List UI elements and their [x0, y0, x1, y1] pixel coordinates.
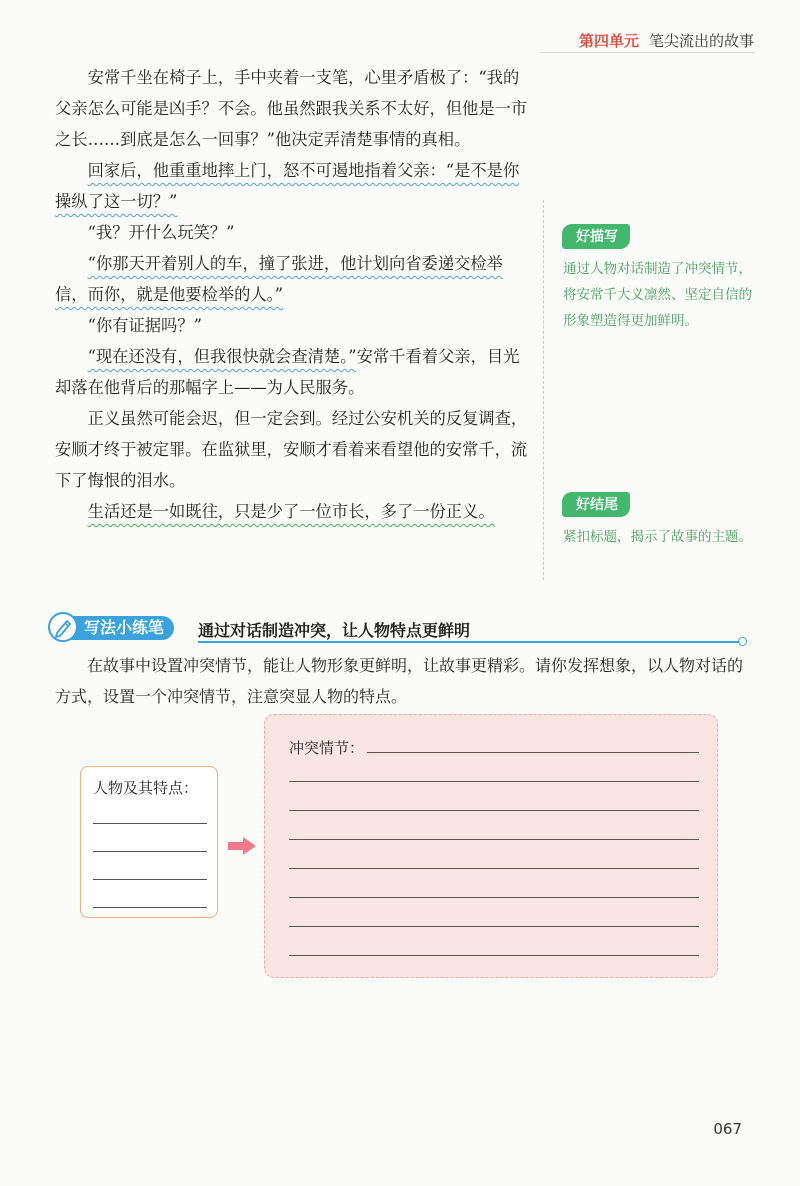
- note-good-description: 通过人物对话制造了冲突情节，将安常千大义凛然、坚定自信的形象塑造得更加鲜明。: [563, 261, 752, 329]
- page-number: 067: [713, 1120, 742, 1138]
- note-tag-good-ending: 好结尾: [562, 492, 630, 517]
- story-paragraph: [55, 248, 531, 310]
- conflict-plot-box: [264, 714, 718, 978]
- page-header: [579, 30, 754, 51]
- story-paragraph: [55, 496, 531, 527]
- story-paragraph: “我？开什么玩笑？”: [87, 223, 235, 242]
- highlighted-dialogue: 回家后，他重重地摔上门，怒不可遏地指着父亲：“是不是你操纵了这一切？”: [55, 161, 520, 211]
- writing-line[interactable]: [289, 868, 699, 869]
- character-traits-label: 人物及其特点：: [93, 779, 199, 797]
- writing-practice-instructions: 在故事中设置冲突情节，能让人物形象更鲜明，让故事更精彩。请你发挥想象，以人物对话的方式，设置一个冲突情节，注意突显人物的特点。: [55, 656, 744, 706]
- writing-practice-rule: [198, 641, 740, 643]
- writing-practice-badge: 写法小练笔: [54, 616, 174, 640]
- story-paragraph: [55, 341, 531, 403]
- writing-line[interactable]: [289, 781, 699, 782]
- writing-line[interactable]: [93, 907, 207, 908]
- header-divider: [540, 52, 754, 53]
- writing-line[interactable]: [289, 926, 699, 927]
- writing-line[interactable]: [289, 955, 699, 956]
- note-tag-good-description: 好描写: [562, 224, 630, 249]
- writing-practice-header: [48, 614, 748, 644]
- pen-icon: [48, 612, 78, 642]
- writing-line[interactable]: [93, 823, 207, 824]
- story-sentence: 安常千看着父亲，目光却落在他背后的那幅字上——为人民服务。: [55, 347, 520, 397]
- note-good-ending: 紧扣标题，揭示了故事的主题。: [563, 529, 752, 545]
- story-text: [55, 62, 531, 527]
- arrow-right-icon: [228, 836, 258, 856]
- writing-line[interactable]: [367, 752, 699, 753]
- character-traits-box: [80, 766, 218, 918]
- highlighted-ending: 生活还是一如既往，只是少了一位市长，多了一份正义。: [87, 502, 495, 521]
- unit-title: 笔尖流出的故事: [648, 32, 754, 50]
- writing-line[interactable]: [289, 810, 699, 811]
- story-paragraph: 正义虽然可能会迟，但一定会到。经过公安机关的反复调查，安顺才终于被定罪。在监狱里，安顺才看着来看望他的安常千，流下了悔恨的泪水。: [55, 409, 528, 490]
- conflict-plot-label: 冲突情节：: [289, 739, 365, 757]
- writing-line[interactable]: [93, 879, 207, 880]
- story-paragraph: [55, 155, 531, 217]
- story-paragraph: “你有证据吗？”: [87, 316, 202, 335]
- writing-line[interactable]: [93, 851, 207, 852]
- rule-end-dot: [738, 637, 747, 646]
- column-divider: [543, 200, 544, 580]
- writing-practice-subtitle: 通过对话制造冲突，让人物特点更鲜明: [198, 621, 471, 640]
- story-paragraph: 安常千坐在椅子上，手中夹着一支笔，心里矛盾极了：“我的父亲怎么可能是凶手？不会。他虽然跟我关系不太好，但他是一市之长……到底是怎么一回事？”他决定弄清楚事情的真相。: [55, 68, 528, 149]
- writing-line[interactable]: [289, 839, 699, 840]
- writing-line[interactable]: [289, 897, 699, 898]
- highlighted-dialogue: “现在还没有，但我很快就会查清楚。”: [87, 347, 357, 366]
- unit-label: 第四单元: [578, 32, 639, 50]
- highlighted-dialogue: “你那天开着别人的车，撞了张进，他计划向省委递交检举信，而你，就是他要检举的人。”: [55, 254, 503, 304]
